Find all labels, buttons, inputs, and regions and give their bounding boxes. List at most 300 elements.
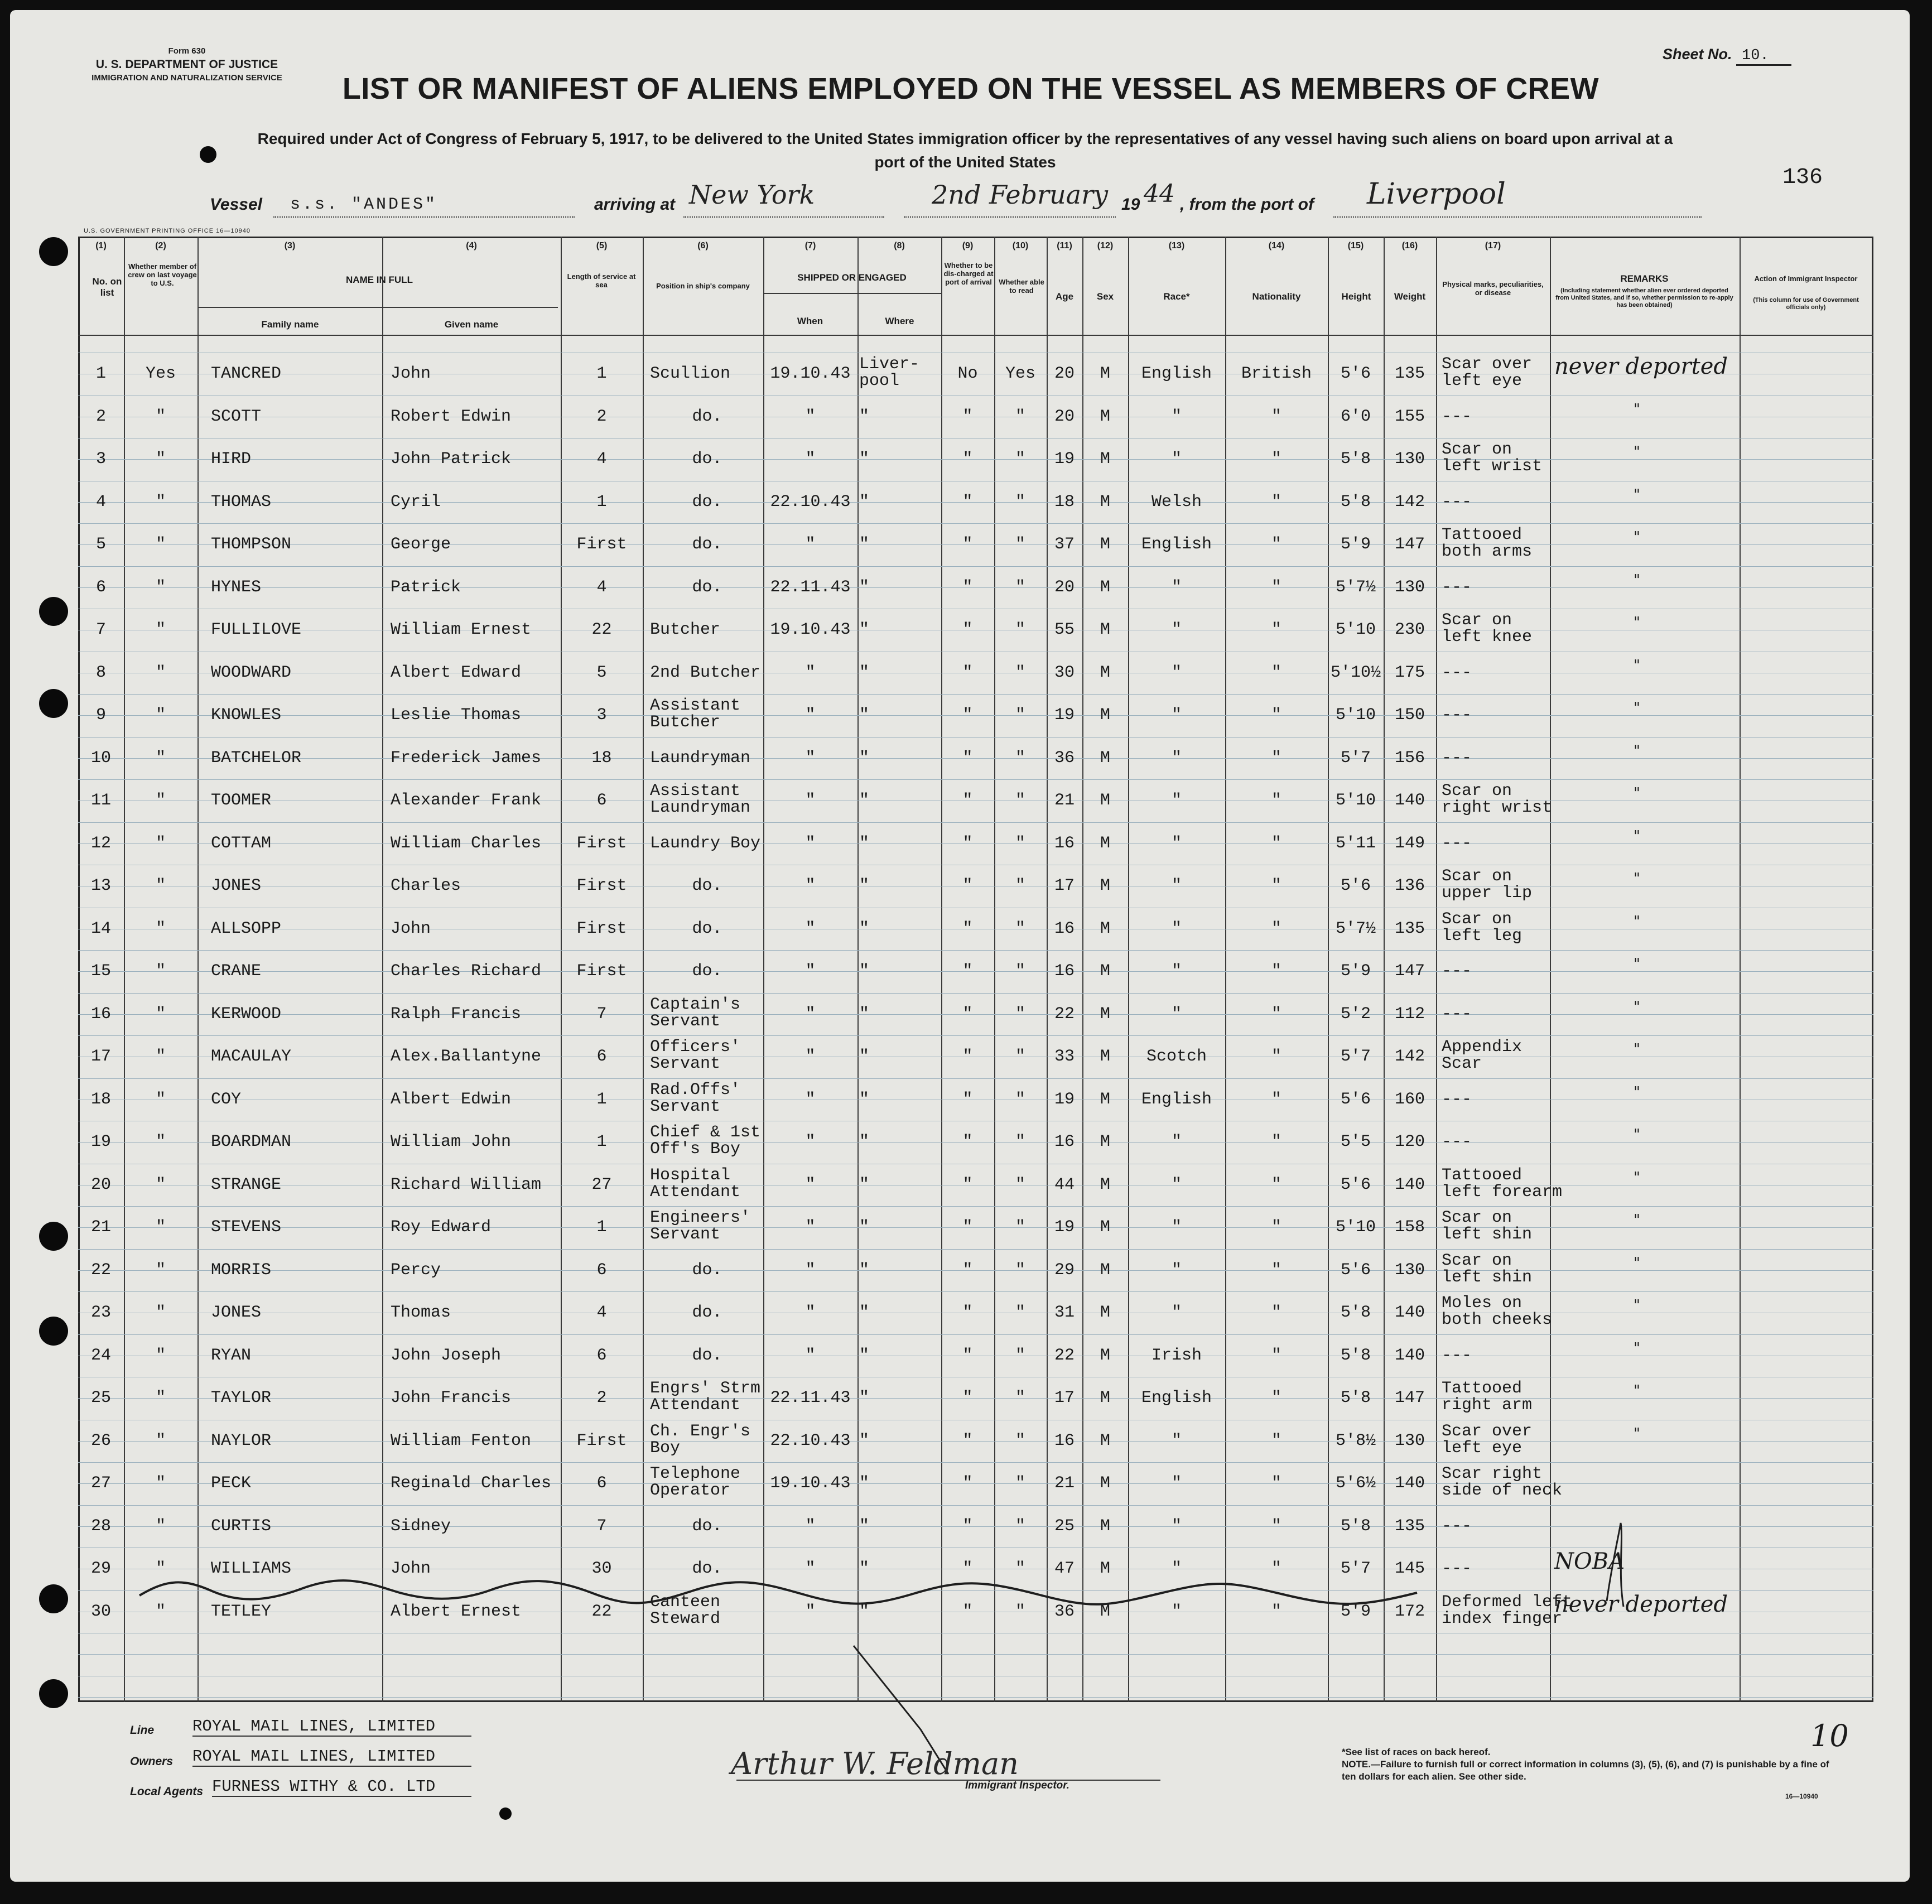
cell-remarks: " (1634, 1126, 1640, 1143)
cell-position: Laundryman (650, 748, 751, 768)
footer-notes (1342, 1746, 1844, 1783)
cell-member: " (155, 1047, 166, 1066)
cell-given: Roy Edward (391, 1218, 492, 1237)
cell-where: " (859, 1431, 870, 1450)
cell-marks: --- (1442, 1559, 1472, 1578)
cell-marks: --- (1442, 407, 1472, 426)
cell-race: " (1171, 1175, 1182, 1194)
cell-height: 5'8½ (1335, 1431, 1376, 1450)
cell-discharged: " (962, 748, 973, 768)
col-family-header: Family name (261, 319, 319, 330)
cell-discharged: No (957, 364, 978, 383)
cell-when: " (805, 1047, 816, 1066)
col-length-header: Length of service at sea (567, 272, 636, 289)
cell-race: " (1171, 407, 1182, 426)
cell-read: " (1015, 1260, 1025, 1280)
cell-given: William Charles (391, 833, 542, 853)
cell-length: First (576, 833, 627, 853)
cell-race: " (1171, 833, 1182, 853)
cell-given: John Patrick (391, 450, 512, 469)
owners-label: Owners (130, 1755, 174, 1768)
inspector-label: Immigrant Inspector. (965, 1780, 1069, 1791)
cell-when: " (805, 1516, 816, 1536)
col-remarks-header: REMARKS (1620, 273, 1669, 284)
col-when-header: When (797, 316, 823, 326)
cell-position: do. (692, 1559, 722, 1578)
col-action-header: Action of Immigrant Inspector (1754, 274, 1858, 283)
column-number: (3) (284, 241, 296, 250)
binder-hole (39, 1679, 68, 1708)
cell-remarks: never deported (1554, 1591, 1728, 1617)
cell-discharged: " (962, 1431, 973, 1450)
cell-age: 44 (1054, 1175, 1075, 1194)
cell-no: 30 (90, 1602, 111, 1621)
cell-family: ALLSOPP (211, 919, 282, 938)
cell-family: WOODWARD (211, 663, 292, 682)
cell-discharged: " (962, 492, 973, 512)
cell-no: 10 (90, 748, 111, 768)
cell-age: 18 (1054, 492, 1075, 512)
cell-age: 16 (1054, 833, 1075, 853)
cell-sex: M (1100, 1602, 1110, 1621)
cell-family: HIRD (211, 450, 252, 469)
cell-member: " (155, 1004, 166, 1024)
cell-no: 17 (90, 1047, 111, 1066)
cell-where: " (859, 791, 870, 810)
year-prefix: 19 (1121, 195, 1140, 214)
cell-weight: 140 (1394, 1175, 1425, 1194)
cell-nationality: " (1271, 1132, 1281, 1151)
corner-mark: 10 (1810, 1718, 1849, 1753)
cell-nationality: " (1271, 1474, 1281, 1493)
column-number: (1) (95, 241, 107, 250)
cell-length: 1 (596, 1090, 607, 1109)
cell-sex: M (1100, 577, 1110, 597)
cell-family: CURTIS (211, 1516, 272, 1536)
cell-given: William John (391, 1132, 512, 1151)
cell-marks: Scar on left knee (1442, 611, 1533, 647)
cell-height: 5'9 (1340, 535, 1371, 554)
cell-position: do. (692, 919, 722, 938)
cell-read: " (1015, 577, 1025, 597)
cell-when: " (805, 1004, 816, 1024)
cell-remarks: " (1634, 913, 1640, 930)
cell-where: " (859, 706, 870, 725)
cell-given: Frederick James (391, 748, 542, 768)
cell-no: 7 (95, 620, 106, 639)
cell-family: THOMPSON (211, 535, 292, 554)
cell-sex: M (1100, 1047, 1110, 1066)
cell-age: 19 (1054, 1090, 1075, 1109)
cell-marks: --- (1442, 1004, 1472, 1024)
form-code: 16—10940 (1785, 1792, 1818, 1800)
cell-age: 19 (1054, 1218, 1075, 1237)
column-number: (14) (1268, 241, 1285, 250)
cell-where: " (859, 577, 870, 597)
cell-read: " (1015, 1218, 1025, 1237)
cell-length: 22 (591, 1602, 612, 1621)
cell-height: 5'10 (1335, 1218, 1376, 1237)
cell-height: 5'6 (1340, 364, 1371, 383)
cell-read: " (1015, 1004, 1025, 1024)
cell-when: 22.10.43 (770, 492, 851, 512)
cell-nationality: " (1271, 833, 1281, 853)
required-line-1: Required under Act of Congress of February 5, 1917, to be delivered to the United States immigration officer by the representatives of any vessel having such aliens on board upon arrival at a (257, 130, 1673, 147)
cell-age: 22 (1054, 1004, 1075, 1024)
cell-height: 5'7½ (1335, 577, 1376, 597)
cell-race: " (1171, 876, 1182, 895)
cell-given: Charles (391, 876, 461, 895)
cell-remarks: " (1634, 1083, 1640, 1101)
cell-nationality: " (1271, 1559, 1281, 1578)
cell-given: John (391, 364, 431, 383)
cell-weight: 158 (1394, 1218, 1425, 1237)
cell-marks: Scar on left wrist (1442, 440, 1543, 476)
cell-family: KERWOOD (211, 1004, 282, 1024)
cell-height: 5'5 (1340, 1132, 1371, 1151)
cell-discharged: " (962, 1132, 973, 1151)
cell-given: Cyril (391, 492, 441, 512)
cell-given: Patrick (391, 577, 461, 597)
cell-position: do. (692, 535, 722, 554)
cell-length: 1 (596, 492, 607, 512)
cell-age: 21 (1054, 791, 1075, 810)
cell-family: COY (211, 1090, 242, 1109)
cell-when: " (805, 1175, 816, 1194)
cell-discharged: " (962, 1218, 973, 1237)
cell-given: Richard William (391, 1175, 542, 1194)
col-race-header: Race* (1163, 291, 1190, 302)
cell-where: " (859, 1004, 870, 1024)
cell-when: " (805, 1602, 816, 1621)
cell-where: " (859, 1602, 870, 1621)
cell-sex: M (1100, 1090, 1110, 1109)
cell-read: " (1015, 876, 1025, 895)
cell-when: 22.11.43 (770, 577, 851, 597)
cell-height: 5'10 (1335, 620, 1376, 639)
cell-member: " (155, 1132, 166, 1151)
cell-length: 7 (596, 1004, 607, 1024)
cell-given: Leslie Thomas (391, 706, 522, 725)
cell-race: Irish (1151, 1346, 1202, 1365)
cell-age: 37 (1054, 535, 1075, 554)
binder-hole (39, 597, 68, 626)
cell-race: " (1171, 1303, 1182, 1322)
cell-sex: M (1100, 492, 1110, 512)
cell-marks: Scar on left shin (1442, 1251, 1533, 1287)
cell-height: 5'7 (1340, 1047, 1371, 1066)
col-discharged-header: Whether to be dis-charged at port of arrival (943, 261, 994, 286)
cell-sex: M (1100, 706, 1110, 725)
cell-family: RYAN (211, 1346, 252, 1365)
cell-where: " (859, 620, 870, 639)
cell-when: 22.10.43 (770, 1431, 851, 1450)
cell-member: " (155, 919, 166, 938)
cell-height: 5'8 (1340, 492, 1371, 512)
cell-sex: M (1100, 1516, 1110, 1536)
cell-nationality: " (1271, 1004, 1281, 1024)
cell-position: do. (692, 1346, 722, 1365)
cell-remarks: " (1634, 1382, 1640, 1399)
cell-position: do. (692, 577, 722, 597)
cell-age: 47 (1054, 1559, 1075, 1578)
cell-position: Telephone Operator (650, 1464, 741, 1500)
cell-nationality: " (1271, 791, 1281, 810)
cell-marks: --- (1442, 1346, 1472, 1365)
cell-remarks: " (1634, 742, 1640, 759)
cell-length: First (576, 919, 627, 938)
cell-age: 55 (1054, 620, 1075, 639)
cell-height: 5'11 (1335, 833, 1376, 853)
from-port: Liverpool (1367, 177, 1506, 211)
cell-race: " (1171, 620, 1182, 639)
cell-remarks: " (1634, 700, 1640, 716)
cell-remarks: " (1634, 1041, 1640, 1058)
cell-given: Reginald Charles (391, 1474, 552, 1493)
cell-sex: M (1100, 1431, 1110, 1450)
cell-no: 27 (90, 1474, 111, 1493)
cell-marks: Tattooed both arms (1442, 526, 1533, 561)
cell-age: 30 (1054, 663, 1075, 682)
cell-family: PECK (211, 1474, 252, 1493)
cell-race: " (1171, 748, 1182, 768)
cell-family: FULLILOVE (211, 620, 302, 639)
cell-weight: 130 (1394, 1431, 1425, 1450)
cell-sex: M (1100, 1346, 1110, 1365)
cell-age: 31 (1054, 1303, 1075, 1322)
punch-dot (499, 1807, 512, 1820)
cell-given: Albert Ernest (391, 1602, 522, 1621)
cell-nationality: " (1271, 1218, 1281, 1237)
cell-where: " (859, 450, 870, 469)
year-suffix: 44 (1144, 180, 1175, 208)
cell-when: " (805, 1132, 816, 1151)
cell-no: 12 (90, 833, 111, 853)
penalty-note: NOTE.—Failure to furnish full or correct information in columns (3), (5), (6), and (7) is punishable by a fine of ten dollars for each alien. See other side. (1342, 1759, 1829, 1782)
cell-sex: M (1100, 748, 1110, 768)
cell-read: " (1015, 1389, 1025, 1407)
local-agents-value: FURNESS WITHY & CO. LTD (212, 1777, 471, 1797)
cell-discharged: " (962, 962, 973, 981)
cell-discharged: " (962, 1090, 973, 1109)
cell-member: " (155, 1474, 166, 1493)
cell-position: do. (692, 876, 722, 895)
cell-position: do. (692, 492, 722, 512)
cell-read: " (1015, 833, 1025, 853)
cell-when: " (805, 833, 816, 853)
cell-race: " (1171, 791, 1182, 810)
col-action-note: (This column for use of Government officials only) (1753, 297, 1859, 311)
cell-weight: 150 (1394, 706, 1425, 725)
cell-member: " (155, 791, 166, 810)
cell-member: " (155, 1260, 166, 1280)
cell-marks: --- (1442, 962, 1472, 981)
cell-marks: Appendix Scar (1442, 1038, 1523, 1073)
cell-length: 6 (596, 1346, 607, 1365)
line-value: ROYAL MAIL LINES, LIMITED (192, 1717, 471, 1737)
cell-member: " (155, 663, 166, 682)
cell-weight: 172 (1394, 1602, 1425, 1621)
cell-no: 21 (90, 1218, 111, 1237)
cell-remarks: " (1634, 1297, 1640, 1314)
cell-given: John (391, 1559, 431, 1578)
cell-height: 5'9 (1340, 1602, 1371, 1621)
cell-read: " (1015, 1303, 1025, 1322)
cell-discharged: " (962, 620, 973, 639)
cell-length: First (576, 962, 627, 981)
cell-family: MACAULAY (211, 1047, 292, 1066)
col-where-header: Where (885, 316, 914, 326)
cell-length: 1 (596, 1218, 607, 1237)
cell-given: Ralph Francis (391, 1004, 522, 1024)
cell-member: " (155, 1389, 166, 1407)
cell-read: " (1015, 748, 1025, 768)
cell-height: 5'10 (1335, 791, 1376, 810)
cell-where: " (859, 1559, 870, 1578)
cell-family: WILLIAMS (211, 1559, 292, 1578)
cell-where: " (859, 876, 870, 895)
column-number: (9) (962, 241, 974, 250)
col-no-header: No. on list (92, 276, 122, 298)
cell-family: THOMAS (211, 492, 272, 512)
cell-given: Percy (391, 1260, 441, 1280)
cell-nationality: " (1271, 1346, 1281, 1365)
cell-weight: 120 (1394, 1132, 1425, 1151)
cell-race: Scotch (1146, 1047, 1207, 1066)
cell-length: 5 (596, 663, 607, 682)
cell-family: STRANGE (211, 1175, 282, 1194)
cell-weight: 155 (1394, 407, 1425, 426)
cell-member: " (155, 492, 166, 512)
cell-race: " (1171, 1218, 1182, 1237)
cell-height: 5'7½ (1335, 919, 1376, 938)
cell-where: " (859, 1474, 870, 1493)
cell-height: 5'9 (1340, 962, 1371, 981)
cell-no: 22 (90, 1260, 111, 1280)
binder-hole (39, 1222, 68, 1251)
cell-race: " (1171, 450, 1182, 469)
cell-length: 2 (596, 1389, 607, 1407)
cell-when: 19.10.43 (770, 1474, 851, 1493)
cell-family: TETLEY (211, 1602, 272, 1621)
cell-when: " (805, 706, 816, 725)
cell-weight: 142 (1394, 492, 1425, 512)
manifest-title: LIST OR MANIFEST OF ALIENS EMPLOYED ON THE VESSEL AS MEMBERS OF CREW (342, 72, 1599, 105)
cell-when: " (805, 1346, 816, 1365)
cell-member: " (155, 450, 166, 469)
cell-weight: 147 (1394, 962, 1425, 981)
cell-sex: M (1100, 791, 1110, 810)
cell-sex: M (1100, 962, 1110, 981)
cell-discharged: " (962, 1474, 973, 1493)
col-given-header: Given name (444, 319, 499, 330)
cell-race: " (1171, 1431, 1182, 1450)
cell-no: 3 (95, 450, 106, 469)
cell-marks: Moles on both cheeks (1442, 1294, 1553, 1329)
cell-age: 29 (1054, 1260, 1075, 1280)
cell-discharged: " (962, 919, 973, 938)
cell-position: do. (692, 407, 722, 426)
cell-discharged: " (962, 791, 973, 810)
cell-family: KNOWLES (211, 706, 282, 725)
cell-position: 2nd Butcher (650, 663, 761, 682)
cell-age: 20 (1054, 364, 1075, 383)
col-remarks-note: (Including statement whether alien ever ordered deported from United States, and if so, whether permission to re-apply has been obtained) (1555, 287, 1733, 309)
cell-read: " (1015, 450, 1025, 469)
cell-read: " (1015, 791, 1025, 810)
signature-line (736, 1780, 1160, 1781)
cell-where: " (859, 1090, 870, 1109)
cell-discharged: " (962, 1602, 973, 1621)
cell-where: " (859, 962, 870, 981)
cell-discharged: " (962, 1047, 973, 1066)
cell-where: " (859, 1260, 870, 1280)
cell-discharged: " (962, 1260, 973, 1280)
cell-where: " (859, 492, 870, 512)
cell-race: " (1171, 706, 1182, 725)
cell-age: 16 (1054, 1132, 1075, 1151)
cell-position: Assistant Laundryman (650, 782, 751, 817)
cell-position: Officers' Servant (650, 1038, 741, 1073)
cell-family: BATCHELOR (211, 748, 302, 768)
cell-position: Chief & 1st Off's Boy (650, 1123, 761, 1159)
cell-read: " (1015, 1559, 1025, 1578)
cell-nationality: British (1241, 364, 1312, 383)
cell-given: Charles Richard (391, 962, 542, 981)
cell-discharged: " (962, 663, 973, 682)
cell-marks: --- (1442, 706, 1472, 725)
cell-remarks: " (1634, 998, 1640, 1015)
cell-race: English (1141, 535, 1212, 554)
cell-where: " (859, 1389, 870, 1407)
cell-weight: 156 (1394, 748, 1425, 768)
cell-where: " (859, 1516, 870, 1536)
printing-office-line: U.S. GOVERNMENT PRINTING OFFICE 16—10940 (84, 228, 250, 234)
cell-sex: M (1100, 1004, 1110, 1024)
cell-weight: 142 (1394, 1047, 1425, 1066)
cell-race: " (1171, 1516, 1182, 1536)
col-read-header: Whether able to read (999, 278, 1044, 295)
cell-position: Assistant Butcher (650, 696, 741, 732)
cell-no: 6 (95, 577, 106, 597)
col-height-header: Height (1341, 291, 1371, 302)
cell-discharged: " (962, 1346, 973, 1365)
cell-when: " (805, 919, 816, 938)
cell-member: " (155, 407, 166, 426)
cell-weight: 147 (1394, 1389, 1425, 1407)
cell-family: SCOTT (211, 407, 262, 426)
cell-nationality: " (1271, 1260, 1281, 1280)
cell-race: " (1171, 1559, 1182, 1578)
cell-marks: --- (1442, 748, 1472, 768)
cell-read: " (1015, 535, 1025, 554)
cell-remarks: " (1634, 956, 1640, 972)
cell-family: BOARDMAN (211, 1132, 292, 1151)
cell-read: " (1015, 492, 1025, 512)
cell-no: 11 (90, 791, 111, 810)
cell-when: " (805, 450, 816, 469)
cell-where: " (859, 748, 870, 768)
cell-weight: 175 (1394, 663, 1425, 682)
inspector-signature: Arthur W. Feldman (731, 1746, 1019, 1781)
cell-weight: 149 (1394, 833, 1425, 853)
cell-member: " (155, 1218, 166, 1237)
cell-length: First (576, 1431, 627, 1450)
cell-race: English (1141, 1389, 1212, 1407)
cell-read: " (1015, 1090, 1025, 1109)
cell-position: Laundry Boy (650, 833, 761, 853)
column-number: (15) (1347, 241, 1364, 250)
